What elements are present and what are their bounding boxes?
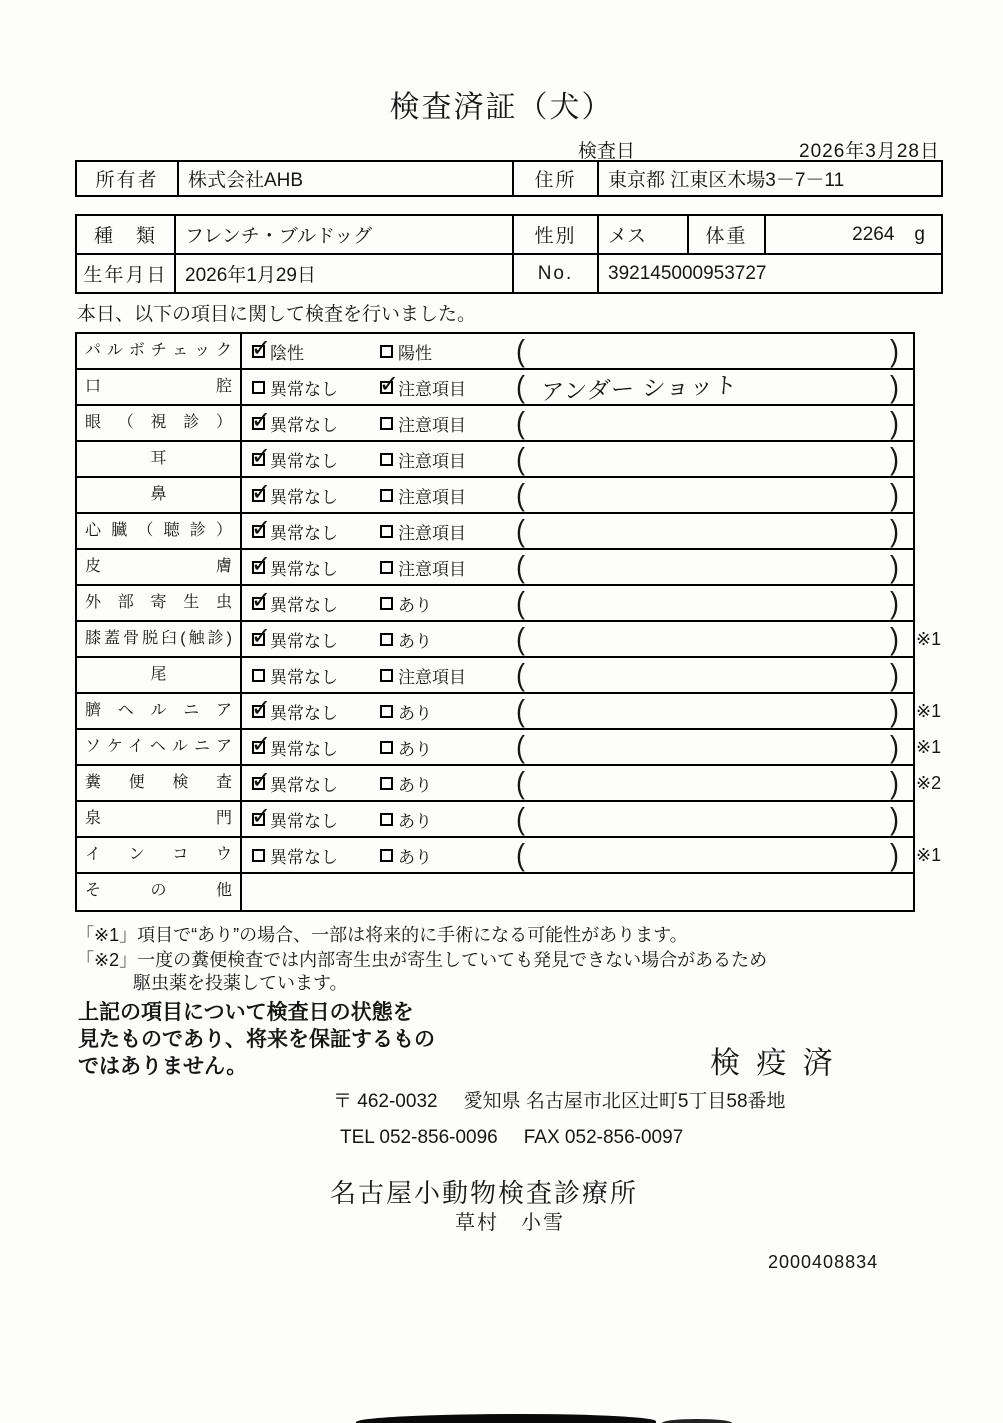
- checklist-row: [77, 586, 913, 622]
- microchip-no-value: 392145000953727: [597, 255, 941, 292]
- address-label: 住所: [512, 162, 597, 195]
- remark-handwritten-text: [525, 414, 890, 427]
- checked-checkbox-icon: [252, 345, 265, 358]
- checkbox-option-label: 陰性: [270, 343, 304, 363]
- disclaimer-line-3: ではありません。: [78, 1055, 248, 1078]
- checklist-item-label: ソケイヘルニア: [77, 730, 242, 764]
- remark-handwritten-text: [525, 558, 890, 571]
- checkbox-option-label: 異常なし: [270, 487, 338, 507]
- checkbox-option-label: 異常なし: [270, 559, 338, 579]
- unchecked-checkbox-icon: [380, 597, 393, 610]
- checkbox-option: [252, 591, 380, 616]
- checkbox-option: [252, 411, 380, 436]
- close-paren: ): [890, 549, 899, 584]
- checkbox-option-label: 注意項目: [398, 451, 466, 471]
- clinic-fax: FAX 052-856-0097: [523, 1127, 684, 1148]
- remark-handwritten-text: [525, 666, 890, 679]
- checklist-item-label: 臍ヘルニア: [77, 694, 242, 728]
- checked-checkbox-icon: [252, 705, 265, 718]
- footnote-marker: ※2: [916, 772, 942, 793]
- checkbox-option: [380, 555, 514, 580]
- unchecked-checkbox-icon: [252, 381, 265, 394]
- weight-label: 体重: [687, 216, 764, 253]
- open-paren: (: [516, 585, 525, 620]
- checklist-item-label: パルボチェック: [77, 334, 242, 368]
- checked-checkbox-icon: [252, 453, 265, 466]
- checkbox-option: [380, 735, 514, 760]
- unchecked-checkbox-icon: [380, 561, 393, 574]
- weight-unit: g: [914, 223, 925, 245]
- checklist-item-label: 口腔: [77, 370, 242, 404]
- checklist-remark: [514, 694, 913, 728]
- checkbox-option-label: 異常なし: [270, 451, 338, 471]
- checkbox-option: [252, 447, 380, 472]
- checkbox-option-label: 注意項目: [398, 487, 466, 507]
- checked-checkbox-icon: [252, 561, 265, 574]
- checked-checkbox-icon: [252, 597, 265, 610]
- checkbox-option-label: 異常なし: [270, 775, 338, 795]
- checklist-remark: [514, 838, 913, 872]
- checklist-row: [77, 765, 942, 802]
- unchecked-checkbox-icon: [380, 849, 393, 862]
- checkbox-option-label: 異常なし: [270, 847, 338, 867]
- inspection-date-value: 2026年3月28日: [799, 141, 940, 162]
- close-paren: ): [890, 441, 899, 476]
- checkbox-option-label: あり: [398, 811, 432, 831]
- checked-checkbox-icon: [380, 381, 393, 394]
- close-paren: ): [890, 729, 899, 764]
- remark-handwritten-text: [525, 486, 890, 499]
- open-paren: (: [516, 729, 525, 764]
- checked-checkbox-icon: [252, 741, 265, 754]
- checkbox-option: [380, 663, 514, 688]
- checkbox-option-label: 異常なし: [270, 739, 338, 759]
- pet-info-row-1: [77, 216, 941, 255]
- weight-value: 2264: [852, 223, 895, 245]
- checklist-options: [242, 591, 514, 616]
- checkbox-option: [252, 339, 380, 364]
- checkbox-option: [380, 447, 514, 472]
- remark-handwritten-text: [525, 774, 890, 787]
- checked-checkbox-icon: [252, 489, 265, 502]
- checkbox-option-label: 異常なし: [270, 379, 338, 399]
- checklist-item-label: 泉門: [77, 802, 242, 836]
- checklist-item-label: 耳: [77, 442, 242, 476]
- checkbox-option: [380, 843, 514, 868]
- checklist-options: [242, 771, 514, 796]
- checkbox-option: [252, 663, 380, 688]
- unchecked-checkbox-icon: [380, 741, 393, 754]
- checkbox-option: [252, 555, 380, 580]
- checklist-item-label: 尾: [77, 658, 242, 692]
- checklist-options: [242, 735, 514, 760]
- checkbox-option: [252, 843, 380, 868]
- checklist-item-label: 眼（視診）: [77, 406, 242, 440]
- page-title: 検査済証（犬）: [389, 91, 614, 124]
- checkbox-option: [380, 411, 514, 436]
- checklist-row: [77, 837, 942, 874]
- remark-handwritten-text: [525, 342, 890, 355]
- checkbox-option-label: 異常なし: [270, 523, 338, 543]
- unchecked-checkbox-icon: [380, 705, 393, 718]
- remark-handwritten-text: [525, 522, 890, 535]
- owner-value: 株式会社AHB: [177, 162, 512, 195]
- checklist-item-label: 鼻: [77, 478, 242, 512]
- checkbox-option: [380, 339, 514, 364]
- checkbox-option-label: 異常なし: [270, 415, 338, 435]
- checkbox-option: [252, 375, 380, 400]
- open-paren: (: [516, 405, 525, 440]
- checkbox-option: [252, 807, 380, 832]
- pet-info-table: [75, 214, 943, 294]
- unchecked-checkbox-icon: [380, 777, 393, 790]
- serial-number: 2000408834: [768, 1252, 879, 1272]
- checked-checkbox-icon: [252, 633, 265, 646]
- checkbox-option-label: 注意項目: [398, 523, 466, 543]
- checked-checkbox-icon: [252, 525, 265, 538]
- checklist-remark: [514, 730, 913, 764]
- microchip-no-label: No.: [512, 255, 597, 292]
- checkbox-option-label: あり: [398, 775, 432, 795]
- checkbox-option: [380, 591, 514, 616]
- open-paren: (: [516, 477, 525, 512]
- unchecked-checkbox-icon: [380, 453, 393, 466]
- checklist-options: [242, 843, 514, 868]
- remark-handwritten-text: [525, 450, 890, 463]
- checkbox-option-label: 異常なし: [270, 631, 338, 651]
- checklist-item-label: その他: [77, 874, 242, 910]
- breed-label: 種 類: [93, 226, 157, 247]
- birthdate-value: 2026年1月29日: [174, 255, 512, 292]
- checkbox-option-label: 注意項目: [398, 667, 466, 687]
- disclaimer: [78, 999, 435, 1080]
- checklist-row: [77, 478, 913, 514]
- checklist-options: [242, 375, 514, 400]
- veterinarian-name: 草村 小雪: [455, 1212, 565, 1234]
- checklist-remark: [514, 550, 913, 584]
- checklist-row: [77, 442, 913, 478]
- close-paren: ): [890, 765, 899, 800]
- checklist-options: [242, 447, 514, 472]
- close-paren: ): [890, 333, 899, 368]
- checkbox-option-label: あり: [398, 739, 432, 759]
- disclaimer-line-1: 上記の項目について検査日の状態を: [78, 1001, 414, 1024]
- birthdate-label: 生年月日: [83, 265, 168, 286]
- footnote-1: 「※1」項目で“あり”の場合、一部は将来的に手術になる可能性があります。: [76, 925, 688, 945]
- close-paren: ): [890, 369, 899, 404]
- remark-handwritten-text: [525, 594, 890, 607]
- footnote-marker: ※1: [916, 736, 942, 757]
- checkbox-option-label: 異常なし: [270, 595, 338, 615]
- footnote-2-continued: 駆虫薬を投薬しています。: [133, 973, 348, 993]
- checkbox-option: [380, 627, 514, 652]
- owner-label: 所有者: [95, 170, 159, 191]
- checklist-options: [242, 519, 514, 544]
- checkbox-option: [252, 627, 380, 652]
- checklist-item-label: 心臓（聴診）: [77, 514, 242, 548]
- checkbox-option-label: 異常なし: [270, 703, 338, 723]
- checkbox-option-label: 注意項目: [398, 379, 466, 399]
- checkbox-option: [380, 519, 514, 544]
- open-paren: (: [516, 333, 525, 368]
- close-paren: ): [890, 405, 899, 440]
- checkbox-option: [380, 771, 514, 796]
- checkbox-option-label: あり: [398, 703, 432, 723]
- scan-artifact: [356, 1414, 656, 1423]
- checklist-options: [242, 627, 514, 652]
- checkbox-option: [252, 483, 380, 508]
- close-paren: ): [890, 621, 899, 656]
- checkbox-option: [380, 375, 514, 400]
- checklist-options: [242, 807, 514, 832]
- checkbox-option: [252, 771, 380, 796]
- checklist-item-label: 膝蓋骨脱臼(触診): [77, 622, 242, 656]
- unchecked-checkbox-icon: [252, 669, 265, 682]
- checklist-row: [77, 514, 913, 550]
- footnote-marker: ※1: [916, 844, 942, 865]
- unchecked-checkbox-icon: [380, 813, 393, 826]
- checked-checkbox-icon: [252, 417, 265, 430]
- checklist-options: [242, 699, 514, 724]
- open-paren: (: [516, 441, 525, 476]
- checkbox-option: [380, 699, 514, 724]
- open-paren: (: [516, 801, 525, 836]
- close-paren: ): [890, 477, 899, 512]
- checklist-row: [77, 658, 913, 694]
- checklist-remark: [514, 370, 913, 404]
- close-paren: ): [890, 837, 899, 872]
- remark-handwritten-text: [525, 738, 890, 751]
- open-paren: (: [516, 657, 525, 692]
- quarantine-stamp: 検 疫 済: [710, 1047, 837, 1080]
- clinic-address-line: [333, 1086, 786, 1113]
- close-paren: ): [890, 513, 899, 548]
- checkbox-option: [380, 807, 514, 832]
- unchecked-checkbox-icon: [380, 633, 393, 646]
- checkbox-option: [252, 735, 380, 760]
- unchecked-checkbox-icon: [380, 345, 393, 358]
- checklist-row: [77, 693, 942, 730]
- open-paren: (: [516, 837, 525, 872]
- checklist-row: [77, 370, 913, 406]
- checklist-item-label: 糞便検査: [77, 766, 242, 800]
- open-paren: (: [516, 693, 525, 728]
- checkbox-option-label: 異常なし: [270, 811, 338, 831]
- disclaimer-line-2: 見たものであり、将来を保証するもの: [78, 1028, 435, 1051]
- unchecked-checkbox-icon: [380, 525, 393, 538]
- breed-value: フレンチ・ブルドッグ: [174, 216, 512, 253]
- checklist-item-label: 外部寄生虫: [77, 586, 242, 620]
- checklist-item-label: インコウ: [77, 838, 242, 872]
- open-paren: (: [516, 621, 525, 656]
- checklist-table: [75, 332, 942, 912]
- checklist-remark: [514, 622, 913, 656]
- open-paren: (: [516, 369, 525, 404]
- checklist-row: [77, 406, 913, 442]
- remark-handwritten-text: [525, 846, 890, 859]
- unchecked-checkbox-icon: [252, 849, 265, 862]
- weight-cell: [764, 216, 941, 253]
- checklist-remark: [514, 766, 913, 800]
- checklist-remark: [514, 802, 913, 836]
- checkbox-option-label: あり: [398, 595, 432, 615]
- checklist-options: [242, 555, 514, 580]
- checkbox-option: [252, 699, 380, 724]
- checklist-options: [242, 411, 514, 436]
- sex-value: メス: [597, 216, 687, 253]
- clinic-address: 愛知県 名古屋市北区辻町5丁目58番地: [463, 1091, 786, 1112]
- sex-label: 性別: [512, 216, 597, 253]
- unchecked-checkbox-icon: [380, 417, 393, 430]
- open-paren: (: [516, 765, 525, 800]
- checklist-remark: [514, 514, 913, 548]
- checklist-remark: [514, 406, 913, 440]
- checklist-remark: [514, 478, 913, 512]
- checkbox-option: [252, 519, 380, 544]
- clinic-telfax-line: [340, 1127, 683, 1149]
- checklist-options: [242, 483, 514, 508]
- footnote-marker: ※1: [916, 628, 942, 649]
- address-value: 東京都 江東区木場3－7－11: [597, 162, 941, 195]
- owner-table: [75, 160, 943, 197]
- remark-handwritten-text: [525, 630, 890, 643]
- pet-info-row-2: [77, 255, 941, 292]
- close-paren: ): [890, 657, 899, 692]
- checked-checkbox-icon: [252, 777, 265, 790]
- open-paren: (: [516, 549, 525, 584]
- checkbox-option-label: あり: [398, 631, 432, 651]
- scan-artifact: [662, 1419, 732, 1423]
- checkbox-option-label: 陽性: [398, 343, 432, 363]
- intro-text: 本日、以下の項目に関して検査を行いました。: [77, 304, 477, 325]
- open-paren: (: [516, 513, 525, 548]
- remark-handwritten-text: [525, 702, 890, 715]
- clinic-postal-code: 〒 462-0032: [333, 1091, 438, 1112]
- unchecked-checkbox-icon: [380, 489, 393, 502]
- checked-checkbox-icon: [252, 813, 265, 826]
- checkbox-option-label: 異常なし: [270, 667, 338, 687]
- checklist-remark: [514, 586, 913, 620]
- checklist-item-label: 皮膚: [77, 550, 242, 584]
- remark-handwritten-text: [525, 810, 890, 823]
- checklist-remark: [514, 442, 913, 476]
- close-paren: ): [890, 693, 899, 728]
- checklist-options: [242, 663, 514, 688]
- checkbox-option-label: 注意項目: [398, 559, 466, 579]
- checklist-remark: [514, 658, 913, 692]
- close-paren: ): [890, 801, 899, 836]
- checklist-row: [77, 621, 942, 658]
- checkbox-option-label: 注意項目: [398, 415, 466, 435]
- checkbox-option-label: あり: [398, 847, 432, 867]
- remark-handwritten-text: アンダー ショット: [540, 371, 739, 405]
- inspection-date-label: 検査日: [578, 141, 636, 162]
- checkbox-option: [380, 483, 514, 508]
- footnote-2: 「※2」一度の糞便検査では内部寄生虫が寄生していても発見できない場合があるため: [76, 950, 768, 970]
- checklist-row: [77, 874, 913, 910]
- clinic-name: 名古屋小動物検査診療所: [330, 1178, 639, 1208]
- checklist-options: [242, 339, 514, 364]
- checklist-row: [77, 729, 942, 766]
- checklist-row: [77, 550, 913, 586]
- clinic-tel: TEL 052-856-0096: [340, 1127, 498, 1148]
- footnote-marker: ※1: [916, 700, 942, 721]
- unchecked-checkbox-icon: [380, 669, 393, 682]
- checklist-row: [77, 802, 913, 838]
- close-paren: ): [890, 585, 899, 620]
